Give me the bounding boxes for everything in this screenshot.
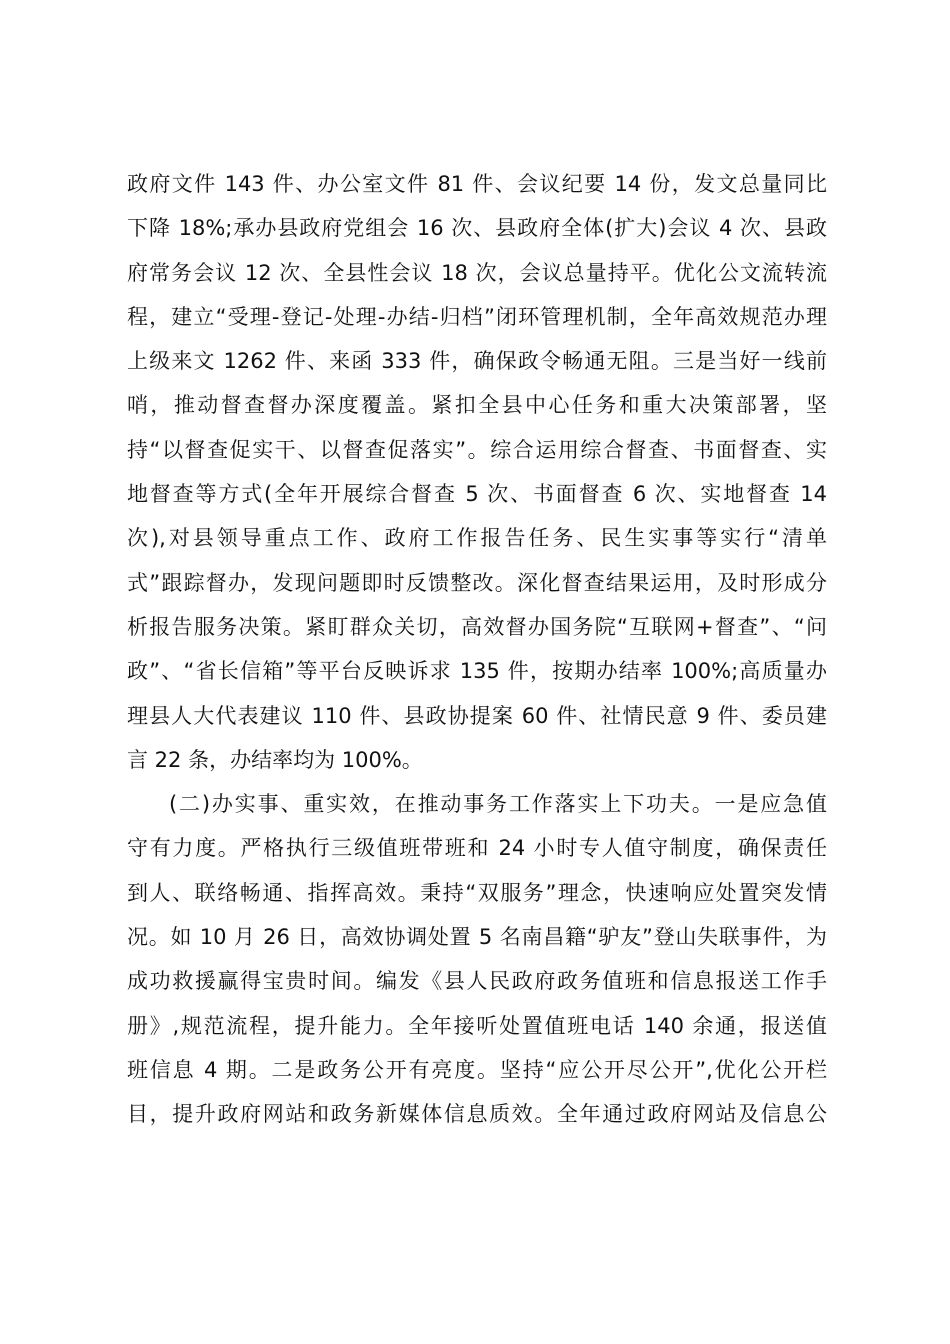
text-line: 下降 18%;承办县政府党组会 16 次、县政府全体(扩大)会议 4 次、县政: [127, 216, 827, 241]
text-line: 府常务会议 12 次、全县性会议 18 次，会议总量持平。优化公文流转流: [127, 260, 827, 285]
text-line: 式”跟踪督办，发现问题即时反馈整改。深化督查结果运用，及时形成分: [127, 570, 827, 595]
text-line: 政”、“省长信箱”等平台反映诉求 135 件，按期办结率 100%;高质量办: [127, 659, 827, 684]
body-text: [127, 162, 827, 1137]
text-line: 析报告服务决策。紧盯群众关切，高效督办国务院“互联网+督查”、“问: [127, 614, 827, 639]
section-heading-line: (二)办实事、重实效，在推动事务工作落实上下功夫。一是应急值: [169, 792, 827, 817]
text-line: 目，提升政府网站和政务新媒体信息质效。全年通过政府网站及信息公: [127, 1102, 827, 1127]
text-line: 到人、联络畅通、指挥高效。秉持“双服务”理念，快速响应处置突发情: [127, 880, 827, 905]
text-line: 言 22 条，办结率均为 100%。: [127, 747, 423, 772]
text-line: 持“以督查促实干、以督查促落实”。综合运用综合督查、书面督查、实: [127, 437, 827, 462]
text-line: 政府文件 143 件、办公室文件 81 件、会议纪要 14 份，发文总量同比: [127, 172, 827, 196]
text-line: 成功救援赢得宝贵时间。编发《县人民政府政务值班和信息报送工作手: [127, 969, 827, 994]
text-line: 班信息 4 期。二是政务公开有亮度。坚持“应公开尽公开”,优化公开栏: [127, 1057, 827, 1082]
text-line: 哨，推动督查督办深度覆盖。紧扣全县中心任务和重大决策部署，坚: [127, 393, 827, 418]
text-line: 次),对县领导重点工作、政府工作报告任务、民生实事等实行“清单: [127, 526, 827, 551]
text-line: 程，建立“受理-登记-处理-办结-归档”闭环管理机制，全年高效规范办理: [127, 304, 827, 329]
text-line: 理县人大代表建议 110 件、县政协提案 60 件、社情民意 9 件、委员建: [127, 703, 827, 728]
text-line: 册》,规范流程，提升能力。全年接听处置值班电话 140 余通，报送值: [127, 1013, 827, 1038]
text-line: 上级来文 1262 件、来函 333 件，确保政令畅通无阻。三是当好一线前: [127, 349, 827, 374]
text-line: 况。如 10 月 26 日，高效协调处置 5 名南昌籍“驴友”登山失联事件，为: [127, 925, 827, 950]
text-line: 地督查等方式(全年开展综合督查 5 次、书面督查 6 次、实地督查 14: [127, 482, 827, 507]
text-line: 守有力度。严格执行三级值班带班和 24 小时专人值守制度，确保责任: [127, 836, 827, 861]
